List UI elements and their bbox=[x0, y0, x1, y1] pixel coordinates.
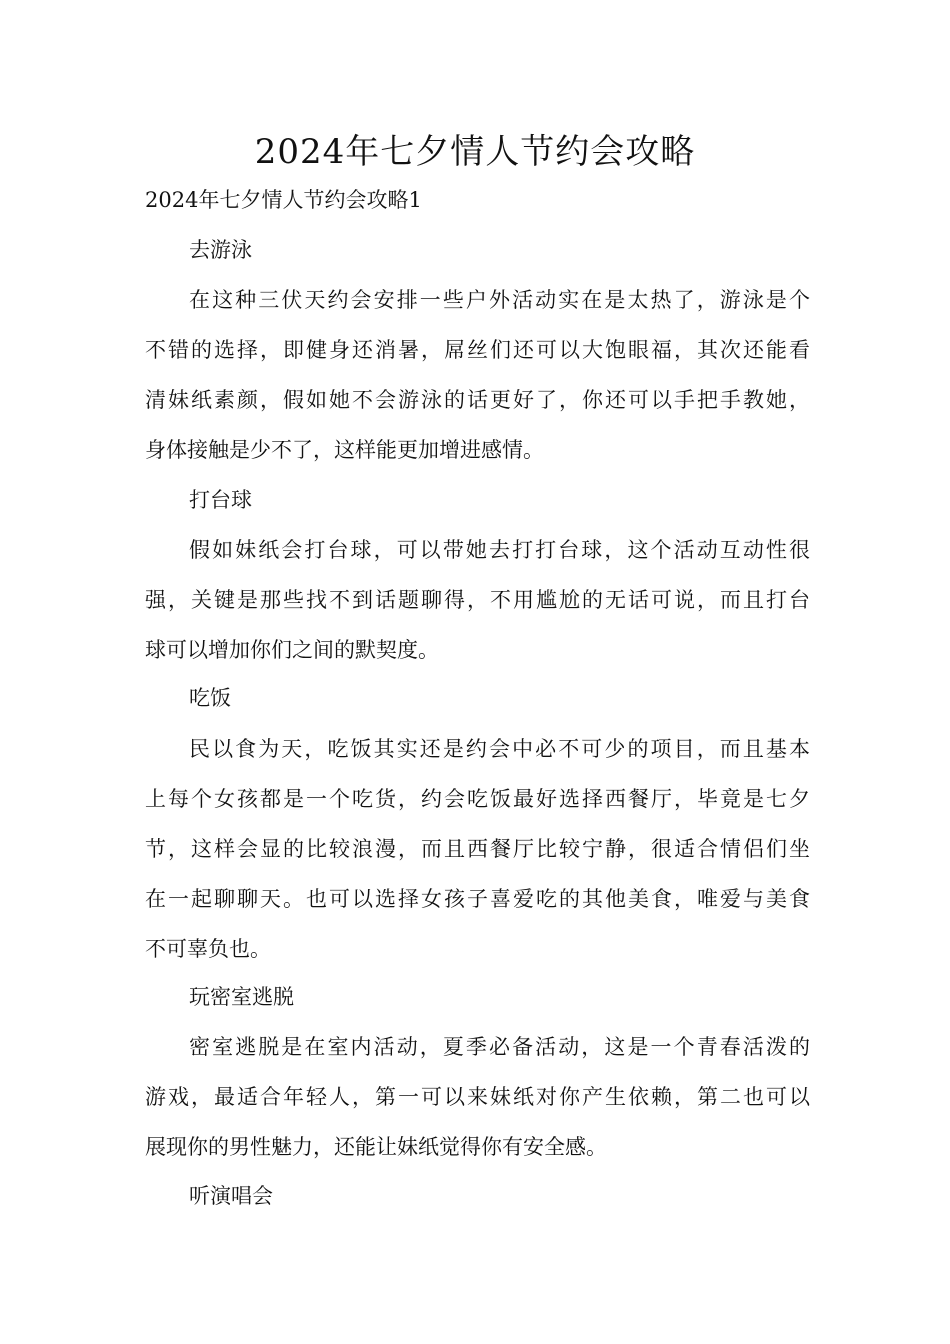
paragraph-line: 节，这样会显的比较浪漫，而且西餐厅比较宁静，很适合情侣们坐 bbox=[145, 837, 810, 861]
paragraph-line: 身体接触是少不了，这样能更加增进感情。 bbox=[145, 438, 544, 462]
section-heading-escape-room: 玩密室逃脱 bbox=[189, 985, 294, 1009]
section-heading-swimming: 去游泳 bbox=[189, 238, 252, 262]
paragraph-line: 民以食为天，吃饭其实还是约会中必不可少的项目，而且基本 bbox=[189, 737, 810, 761]
section-heading-concert: 听演唱会 bbox=[189, 1184, 273, 1208]
paragraph-line: 在这种三伏天约会安排一些户外活动实在是太热了，游泳是个 bbox=[189, 288, 810, 312]
section-paragraph-dining bbox=[145, 733, 810, 983]
section-heading-billiards: 打台球 bbox=[189, 488, 252, 512]
paragraph-line: 假如妹纸会打台球，可以带她去打打台球，这个活动互动性很 bbox=[189, 538, 810, 562]
section-paragraph-escape-room bbox=[145, 1031, 810, 1181]
paragraph-line: 不错的选择，即健身还消暑，屌丝们还可以大饱眼福，其次还能看 bbox=[145, 338, 810, 362]
document-subtitle: 2024年七夕情人节约会攻略1 bbox=[145, 188, 422, 212]
paragraph-line: 游戏，最适合年轻人，第一可以来妹纸对你产生依赖，第二也可以 bbox=[145, 1085, 810, 1109]
paragraph-line: 在一起聊聊天。也可以选择女孩子喜爱吃的其他美食，唯爱与美食 bbox=[145, 887, 810, 911]
paragraph-line: 强，关键是那些找不到话题聊得，不用尴尬的无话可说，而且打台 bbox=[145, 588, 810, 612]
document-title: 2024年七夕情人节约会攻略 bbox=[254, 132, 696, 172]
section-paragraph-swimming bbox=[145, 284, 810, 484]
paragraph-line: 球可以增加你们之间的默契度。 bbox=[145, 638, 439, 662]
paragraph-line: 密室逃脱是在室内活动，夏季必备活动，这是一个青春活泼的 bbox=[189, 1035, 810, 1059]
section-paragraph-billiards bbox=[145, 534, 810, 684]
paragraph-line: 不可辜负也。 bbox=[145, 937, 271, 961]
paragraph-line: 清妹纸素颜，假如她不会游泳的话更好了，你还可以手把手教她， bbox=[145, 388, 810, 412]
paragraph-line: 展现你的男性魅力，还能让妹纸觉得你有安全感。 bbox=[145, 1135, 607, 1159]
section-heading-dining: 吃饭 bbox=[189, 686, 231, 710]
paragraph-line: 上每个女孩都是一个吃货，约会吃饭最好选择西餐厅，毕竟是七夕 bbox=[145, 787, 810, 811]
